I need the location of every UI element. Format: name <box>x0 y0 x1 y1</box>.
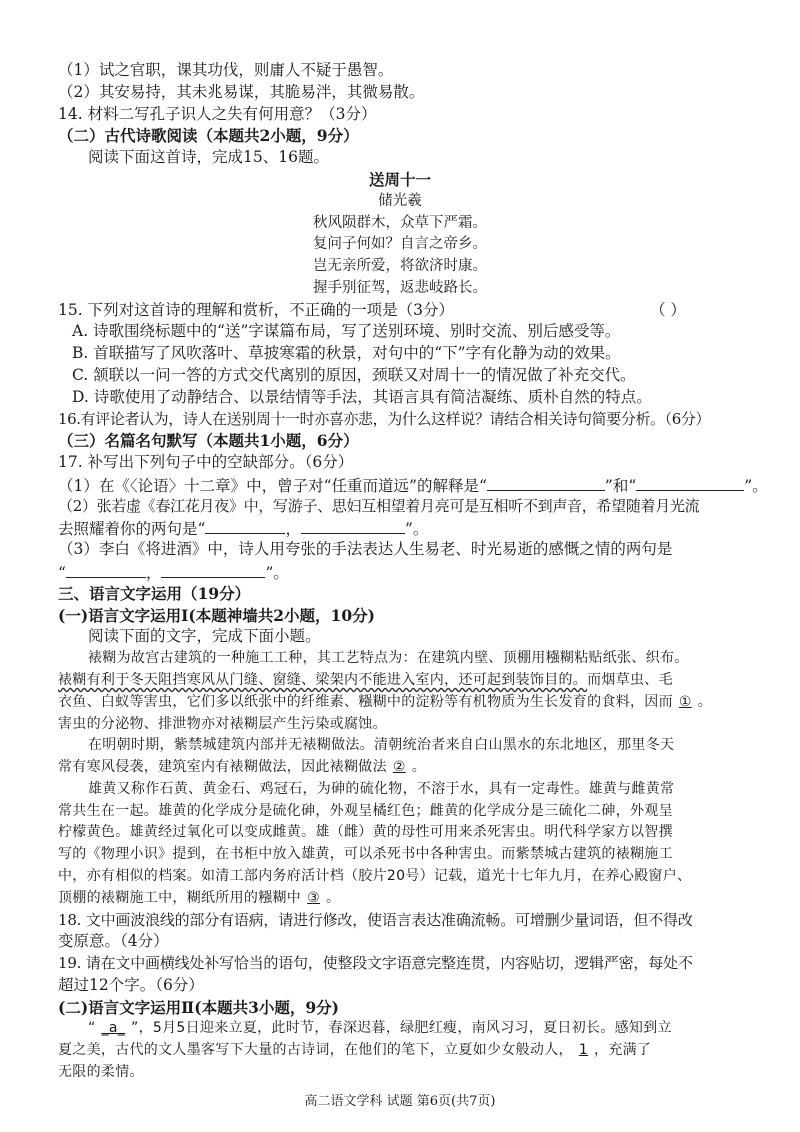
text-span: “ <box>58 564 66 582</box>
option-c: C. 颔联以一问一答的方式交代离别的原因，颈联又对周十一的情况做了补充交代。 <box>72 366 636 384</box>
q17-item-1 <box>58 474 768 497</box>
question-18-cont: 变原意。（4分） <box>58 932 169 951</box>
text-span: 。 <box>697 693 713 710</box>
passage-line: 雄黄又称作石黄、黄金石、鸡冠石，为砷的硫化物，不溶于水，具有一定毒性。雄黄与雌黄常 <box>88 780 675 797</box>
poem-author: 储光羲 <box>378 192 422 209</box>
answer-blank[interactable] <box>301 517 405 534</box>
section-heading-recitation: （三）名篇名句默写（本题共1小题，6分） <box>58 431 359 451</box>
text-span: （1）在《〈论语〉十二章》中，曾子对“任重而道远”的解释是“ <box>58 476 487 495</box>
passage-line: 柠檬黄色。雄黄经过氧化可以变成雌黄。雄（雌）黄的母性可用来杀死害虫。明代科学家方以智撰 <box>58 824 673 841</box>
passage-line <box>58 888 340 909</box>
subsection-heading-2: (二)语言文字运用Ⅱ(本题共3小题，9分) <box>58 997 339 1017</box>
question-17: 17. 补写出下列句子中的空缺部分。（6分） <box>58 453 354 472</box>
passage-line: 害虫的分泌物、排泄物亦对裱糊层产生污染或腐蚀。 <box>58 715 387 732</box>
q17-item-2-cont <box>58 517 428 540</box>
text-span: ， <box>285 520 301 539</box>
page-footer: 高二语文学科 试题 第6页(共7页) <box>304 1094 496 1109</box>
text-span: 去照耀着你的两句是“ <box>58 520 206 539</box>
text-span: ”和“ <box>604 476 637 495</box>
text-span: ”。 <box>744 476 768 495</box>
poem-line: 岂无亲所爱，将欲济时康。 <box>313 258 487 274</box>
q17-item-3: （3）李白《将进酒》中，诗人用夸张的手法表达人生易老、时光易逝的感慨之情的两句是 <box>58 540 673 559</box>
question-16: 16.有评论者认为，诗人在送别周十一时亦喜亦悲，为什么这样说？请结合相关诗句简要分析。（6分） <box>58 409 711 428</box>
blank-marker-1b: 1 <box>578 1042 589 1059</box>
passage-line <box>58 1040 651 1061</box>
q17-item-3-cont <box>58 561 289 584</box>
passage-line <box>88 1018 672 1039</box>
text-line: （1）试之官职，课其功伐，则庸人不疑于愚智。 <box>58 61 394 79</box>
option-a: A. 诗歌围绕标题中的“送”字谋篇布局，写了送别环境、别时交流、别后感受等。 <box>72 322 621 341</box>
text-span: 顶棚的裱糊施工中，糊纸所用的糨糊中 <box>58 889 302 906</box>
q17-item-2: （2）张若虚《春江花月夜》中，写游子、思妇互相望着月亮可是互相听不到声音，希望随着月光流 <box>58 496 700 515</box>
text-span: 。 <box>411 759 427 775</box>
poem-line: 秋风陨群木，众草下严霜。 <box>313 214 487 231</box>
option-b: B. 首联描写了风吹落叶、草披寒霜的秋景，对句中的“下”字有化静为动的效果。 <box>72 344 621 363</box>
passage-line: 中，亦有相似的档案。如清工部内务府活计档（胶片20号）记载，道光十七年九月，在养心殿窗户、 <box>58 868 692 884</box>
poem-line: 复问子何如？自言之帝乡。 <box>313 236 487 253</box>
blank-marker-1: ① <box>678 693 692 710</box>
text-span: ， <box>145 564 162 582</box>
question-14: 14. 材料二写孔子识人之失有何用意？（3分） <box>58 104 377 123</box>
section-heading-language: 三、语言文字运用（19分） <box>58 583 251 603</box>
subsection-heading-1: (一)语言文字运用Ⅰ(本题神墙共2小题，10分) <box>58 605 375 625</box>
text-span: 而烟草虫、毛 <box>587 671 673 688</box>
instruction: 阅读下面这首诗，完成15、16题。 <box>88 148 329 167</box>
blank-marker-3: ③ <box>307 889 320 906</box>
text-span: 衣鱼、白蚁等害虫，它们多以纸张中的纤维素、糨糊中的淀粉等有机物质为生长发育的食料，因而 <box>58 693 673 710</box>
question-15: 15. 下列对这首诗的理解和赏析，不正确的一项是（3分） <box>58 300 454 319</box>
passage-line: 裱糊为故宫古建筑的一种施工工种，其工艺特点为：在建筑内壁、顶棚用糨糊粘贴纸张、织布。 <box>88 650 689 667</box>
question-18: 18. 文中画波浪线的部分有语病，请进行修改，使语言表达准确流畅。可增删少量词语，但不得改 <box>58 910 693 929</box>
text-span: “ <box>88 1020 96 1037</box>
poem-line: 握手别征驾，返悲岐路长。 <box>313 279 487 296</box>
text-span: 。 <box>325 889 341 906</box>
blank-marker-a: _a_ <box>101 1020 126 1037</box>
answer-blank[interactable] <box>636 474 744 491</box>
passage-line: 在明朝时期，紫禁城建筑内部并无裱糊做法。清朝统治者来自白山黑水的东北地区，那里冬天 <box>88 737 675 754</box>
text-span: 常有寒风侵袭，建筑室内有裱糊做法，因此裱糊做法 <box>58 759 387 775</box>
text-span: ”。 <box>265 564 289 582</box>
passage-line: 写的《物理小识》提到，在书柜中放入雄黄，可以杀死书中各种害虫。而紫禁城古建筑的裱糊施工 <box>58 846 673 863</box>
passage-line <box>58 757 426 778</box>
answer-blank[interactable] <box>161 561 265 578</box>
section-heading-poetry: （二）古代诗歌阅读（本题共2小题，9分） <box>58 126 359 146</box>
text-line: （2）其安易持，其未兆易谋，其脆易泮，其微易散。 <box>58 82 425 101</box>
answer-blank[interactable] <box>66 561 146 578</box>
answer-blank[interactable] <box>487 474 605 491</box>
passage-line <box>58 692 712 713</box>
text-span: 夏之美，古代的文人墨客写下大量的古诗词，在他们的笔下，立夏如少女般动人， <box>58 1042 573 1059</box>
passage-line <box>58 670 673 691</box>
answer-paren: （ ） <box>650 300 686 319</box>
question-19: 19. 请在文中画横线处补写恰当的语句，使整段文字语意完整连贯，内容贴切，逻辑严密，每处不 <box>58 954 693 973</box>
passage-line: 无限的柔情。 <box>58 1064 144 1080</box>
blank-marker-2: ② <box>392 759 406 775</box>
question-19-cont: 超过12个字。（6分） <box>58 975 204 994</box>
text-span: ”。 <box>404 520 429 539</box>
instruction: 阅读下面的文字，完成下面小题。 <box>88 627 321 646</box>
passage-line: 常共生在一起。雄黄的化学成分是硫化砷，外观呈橘红色；雌黄的化学成分是三硫化二砷，外观呈 <box>58 802 673 819</box>
answer-blank[interactable] <box>205 517 285 534</box>
text-span: ，充满了 <box>594 1042 652 1059</box>
text-span: ”，5月5日迎来立夏，此时节，春深迟暮，绿肥红瘦，南风习习，夏日初长。感知到立 <box>131 1020 672 1037</box>
option-d: D. 诗歌使用了动静结合、以景结情等手法，其语言具有简洁凝练、质朴自然的特点。 <box>72 387 652 406</box>
wavy-underlined-sentence: 裱糊有利于冬天阻挡寒风从门缝、窗缝、梁架内不能进入室内，还可起到装饰目的。 <box>58 671 588 688</box>
poem-title: 送周十一 <box>368 169 431 189</box>
